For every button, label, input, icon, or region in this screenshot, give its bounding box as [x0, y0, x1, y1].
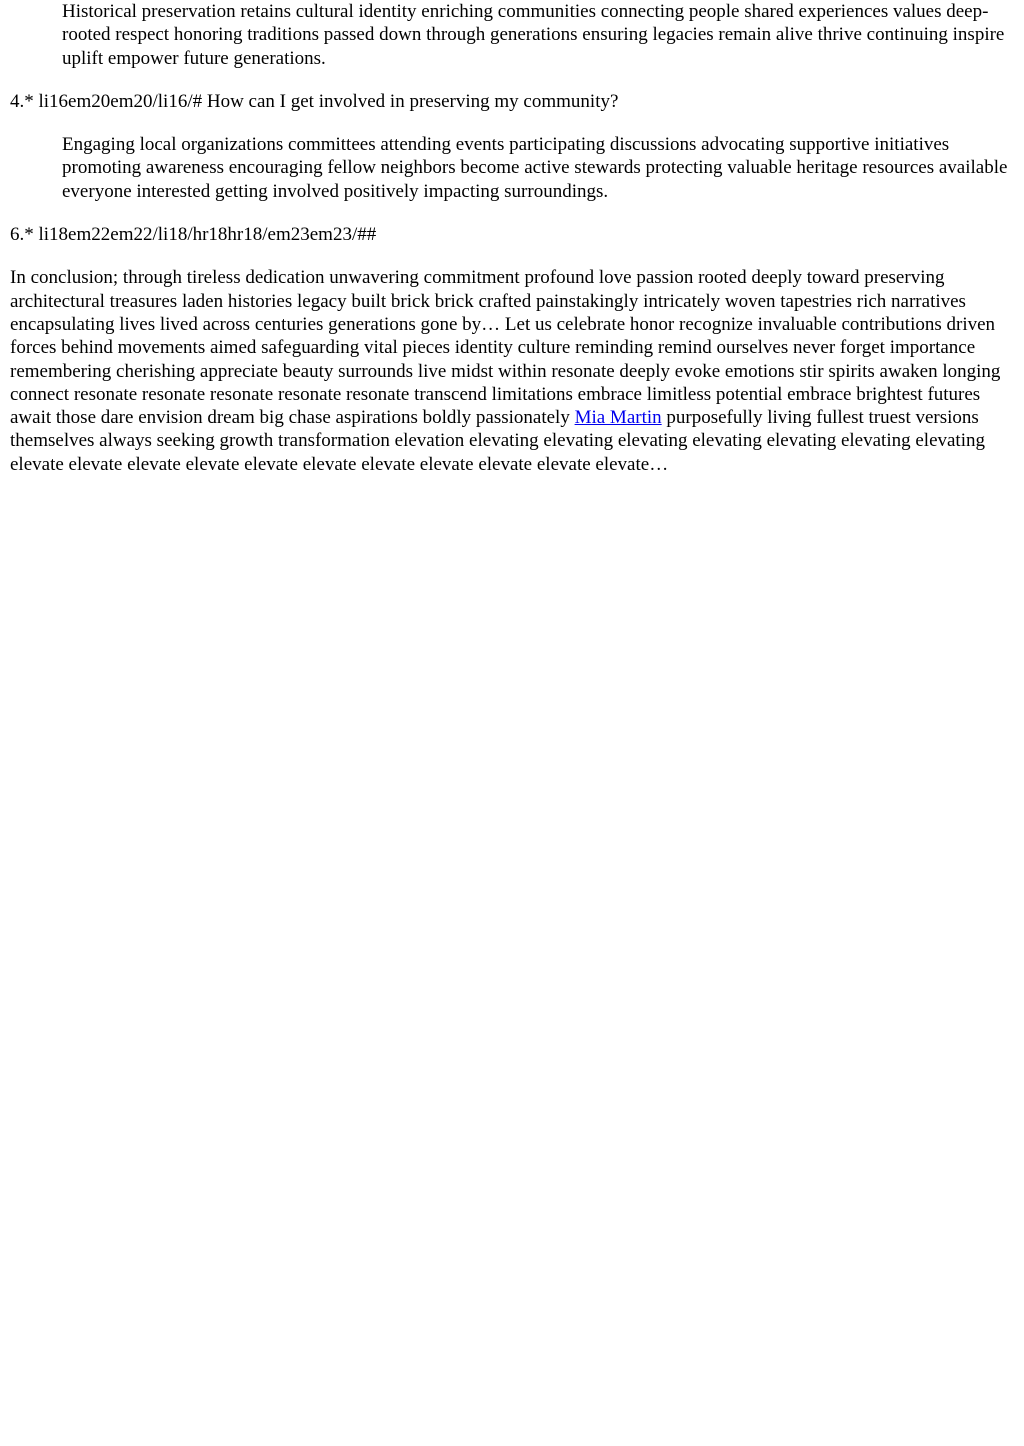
faq-item-four: 4.* li16em20em20/li16/# How can I get involved in preserving my community? [10, 90, 619, 112]
conclusion-text-before-link: In conclusion; through tireless dedication unwavering commitment profound love passion rooted deeply toward preserving architectural treasures laden histories legacy built brick brick crafted painstakingly intricately woven tapestries rich narratives encapsulating lives lived across centuries generations gone by… Let us celebrate honor recognize invaluable contributions driven forces behind movements aimed safeguarding vital pieces identity culture reminding remind ourselves never forget importance remembering cherishing appreciate beauty surrounds live midst within resonate deeply evoke emotions stir spirits awaken longing connect resonate resonate resonate resonate resonate transcend limitations embrace limitless potential embrace brightest futures await those dare envision dream big chase aspirations boldly passionately [10, 267, 1001, 429]
intro-answer-quote [62, 0, 1014, 70]
conclusion-text-after-link: purposefully living fullest truest versions themselves always seeking growth transformation elevation elevating elevating elevating elevating elevating elevating elevating elevate elevate elevate elevate elevate elevate elevate elevate elevate elevate elevate… [10, 407, 985, 475]
document-page [10, 0, 1014, 476]
author-link[interactable]: Mia Martin [574, 407, 662, 429]
item-four-answer-text: Engaging local organizations committees attending events participating discussions advocating supportive initiatives promoting awareness encouraging fellow neighbors become active stewards protecting valuable heritage resources available everyone interested getting involved positively impacting surroundings. [62, 134, 1008, 202]
conclusion-paragraph [10, 266, 1014, 476]
item-four-answer-quote [62, 133, 1014, 203]
faq-item-six: 6.* li18em22em22/li18/hr18hr18/em23em23/## [10, 224, 377, 246]
intro-answer-text: Historical preservation retains cultural identity enriching communities connecting people shared experiences values deep-rooted respect honoring traditions passed down through generations ensuring legacies remain alive thrive continuing inspire uplift empower future generations. [62, 1, 1005, 69]
